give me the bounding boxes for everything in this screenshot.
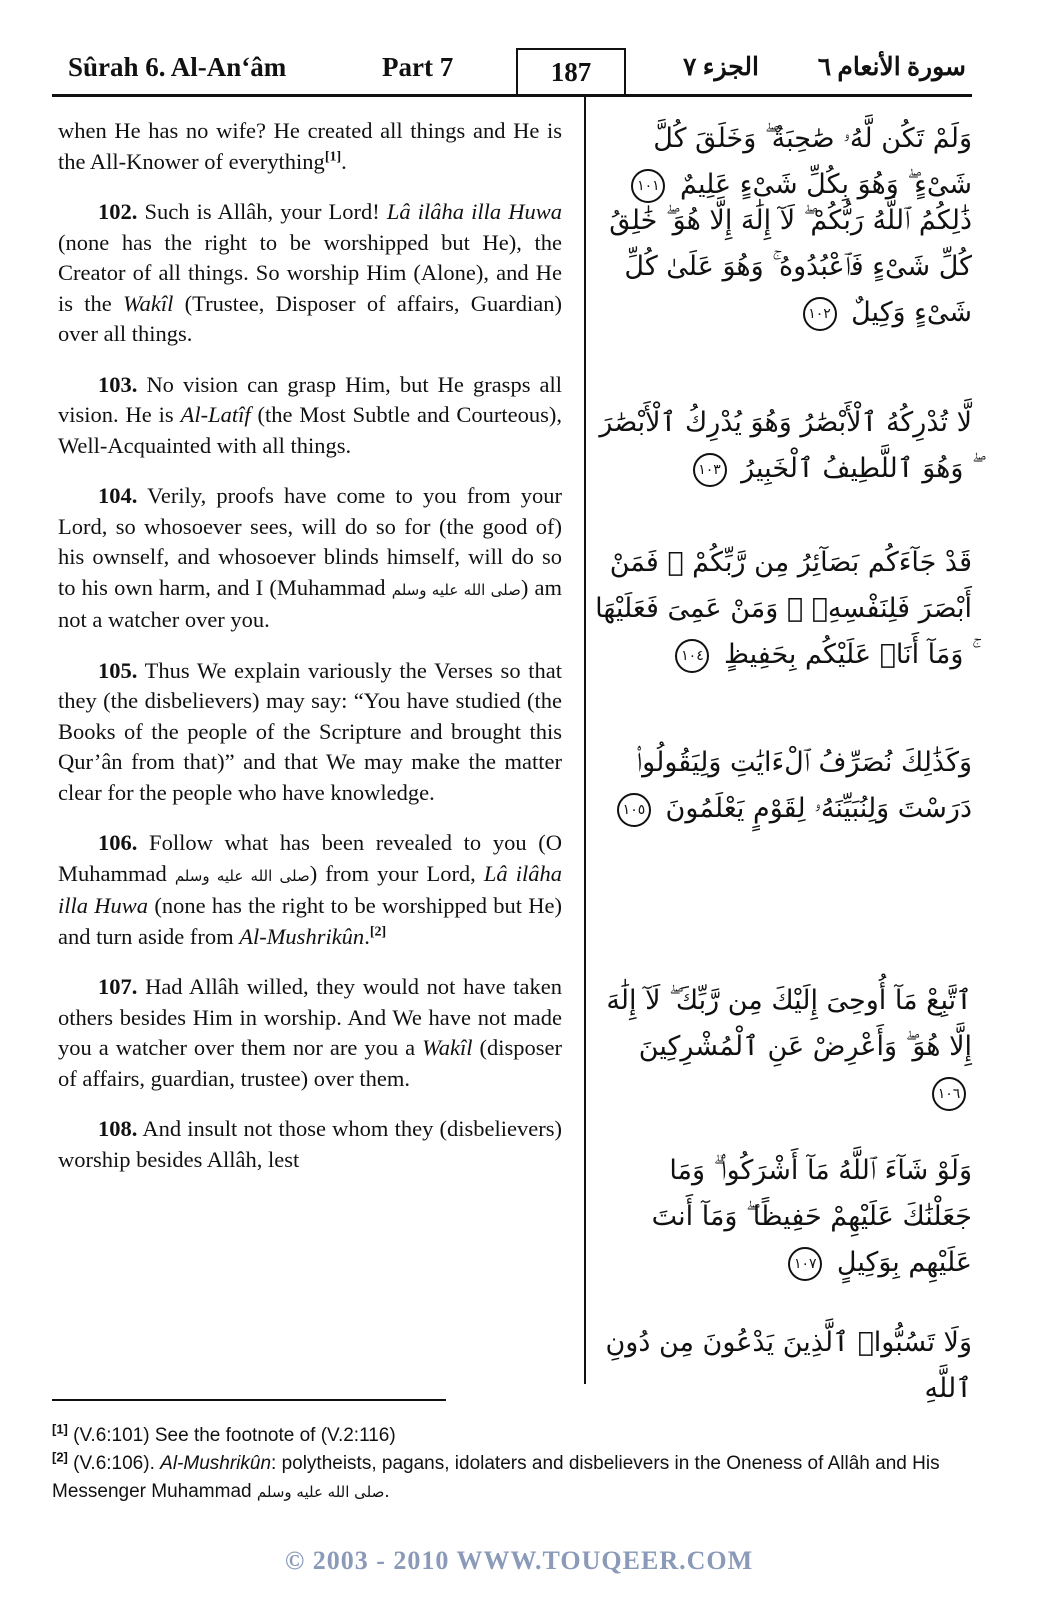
arabic-verse-text: وَلَا تَسُبُّوا۟ ٱلَّذِينَ يَدْعُونَ مِن دُونِ ٱللَّهِ xyxy=(605,1327,972,1404)
text-run: (V.6:106). xyxy=(67,1453,161,1474)
text-run: when He has no wife? He created all things and He is the All-Knower of everything xyxy=(58,118,562,174)
text-run: ) am not a watcher over you. xyxy=(58,574,563,632)
italic-term: Wakîl xyxy=(422,1035,473,1060)
verse-translation xyxy=(58,656,562,809)
arabic-verse-text: لَّا تُدْرِكُهُ ٱلْأَبْصَٰرُ وَهُوَ يُدْرِكُ ٱلْأَبْصَٰرَ ۖ وَهُوَ ٱللَّطِيفُ ٱلْخَبِيرُ xyxy=(599,407,972,484)
text-run: (none has the right to be worshipped but He) and turn aside from xyxy=(58,893,562,949)
verse-number: 107. xyxy=(98,974,138,999)
footnote xyxy=(52,1450,952,1506)
arabic-verse-text: ٱتَّبِعْ مَآ أُوحِىَ إِلَيْكَ مِن رَّبِّكَ ۖ لَآ إِلَٰهَ إِلَّا هُوَ ۖ وَأَعْرِضْ عَنِ ٱلْمُشْرِكِينَ xyxy=(606,985,972,1062)
english-translation-column xyxy=(58,116,562,1195)
footnote xyxy=(52,1422,952,1450)
page-header xyxy=(52,48,972,97)
italic-term: Al-Latîf xyxy=(180,402,251,427)
ayah-end-marker: ١٠٦ xyxy=(932,1077,966,1111)
text-run: : polytheists, pagans, idolaters and disbelievers in the Oneness of Allâh and His Messenger Muhammad xyxy=(52,1453,940,1502)
verse-arabic xyxy=(594,1320,972,1412)
footnotes xyxy=(52,1422,952,1506)
text-run: And insult not those whom they (disbelievers) worship besides Allâh, lest xyxy=(58,1116,562,1172)
text-run: Follow what has been revealed to you (O Muhammad xyxy=(58,830,562,886)
copyright-notice: © 2003 - 2010 WWW.TOUQEER.COM xyxy=(284,1546,754,1575)
text-run: (disposer of affairs, guardian, trustee) over them. xyxy=(58,1035,562,1091)
page-number: 187 xyxy=(516,48,626,94)
footnote-ref: [1] xyxy=(324,149,342,164)
text-run: . xyxy=(364,923,370,949)
verse-number: 106. xyxy=(98,830,138,855)
verse-translation xyxy=(58,197,562,350)
arabic-verse-text: وَلَمْ تَكُن لَّهُۥ صَٰحِبَةٌ ۖ وَخَلَقَ كُلَّ شَىْءٍ ۖ وَهُوَ بِكُلِّ شَىْءٍ عَلِيمٌ xyxy=(653,123,972,200)
footnote-ref: [2] xyxy=(52,1449,68,1465)
verse-number: 104. xyxy=(98,483,138,508)
ayah-end-marker: ١٠٣ xyxy=(693,453,727,487)
column-divider xyxy=(584,94,586,1384)
surah-title-en: Sûrah 6. Al-An‘âm xyxy=(68,52,287,82)
italic-term: Lâ ilâha illa Huwa xyxy=(58,860,563,918)
surah-title-ar: سورة الأنعام ٦ xyxy=(817,54,966,81)
ayah-end-marker: ١٠٧ xyxy=(788,1247,822,1281)
arabic-verse-text: ذَٰلِكُمُ ٱللَّهُ رَبُّكُمْ ۖ لَآ إِلَٰهَ إِلَّا هُوَ ۖ خَٰلِقُ كُلِّ شَىْءٍ فَٱعْبُدُوهُ ۚ وَهُوَ عَلَىٰ كُلِّ شَىْءٍ وَكِيلٌ xyxy=(609,205,972,328)
arabic-verse-text: قَدْ جَآءَكُم بَصَآئِرُ مِن رَّبِّكُمْ ۖ فَمَنْ أَبْصَرَ فَلِنَفْسِهِۦ ۖ وَمَنْ عَمِىَ فَعَلَيْهَا ۚ وَمَآ أَنَا۠ عَلَيْكُم بِحَفِيظٍ xyxy=(595,547,972,670)
verse-arabic xyxy=(594,198,972,336)
ayah-end-marker: ١٠١ xyxy=(631,169,665,203)
verse-number: 105. xyxy=(98,657,138,683)
text-run: Verily, proofs have come to you from your Lord, so whosoever sees, will do so for (the good of) his ownself, and whosoever blinds himself, will do so to his own harm, and I (Muhammad xyxy=(58,483,562,600)
salutation-ar: صلى الله عليه وسلم xyxy=(174,866,310,885)
verse-number: 108. xyxy=(98,1116,138,1141)
ayah-end-marker: ١٠٤ xyxy=(675,639,709,673)
italic-term: Lâ ilâha illa Huwa xyxy=(386,199,562,224)
verse-translation xyxy=(58,1114,562,1175)
footnote-ref: [1] xyxy=(52,1421,68,1437)
verse-translation xyxy=(58,370,562,462)
text-run: (V.6:101) See the footnote of (V.2:116) xyxy=(67,1425,396,1446)
juz-label-ar: الجزء ٧ xyxy=(683,54,759,81)
arabic-verse-text: وَكَذَٰلِكَ نُصَرِّفُ ٱلْءَايَٰتِ وَلِيَقُولُوا۟ دَرَسْتَ وَلِنُبَيِّنَهُۥ لِقَوْمٍ يَعْلَمُونَ xyxy=(635,747,972,824)
verse-number: 103. xyxy=(98,371,138,397)
part-label-en: Part 7 xyxy=(382,52,454,82)
text-run: ) from your Lord, xyxy=(309,860,484,886)
text-run: Thus We explain variously the Verses so that they (the disbelievers) may say: “You have studied (the Books of the people of the Scripture and brought this Qur’ân from that)” and that We may make the matter clear for the people who have knowledge. xyxy=(58,657,562,805)
verse-arabic xyxy=(594,740,972,832)
text-run: . xyxy=(341,148,347,174)
text-run: (none has the right to be worshipped but He), the Creator of all things. So worship Him (Alone), and He is the xyxy=(58,229,562,316)
arabic-verse-text: وَلَوْ شَآءَ ٱللَّهُ مَآ أَشْرَكُوا۟ ۗ وَمَا جَعَلْنَٰكَ عَلَيْهِمْ حَفِيظًا ۖ وَمَآ أَنتَ عَلَيْهِم بِوَكِيلٍ xyxy=(651,1155,972,1278)
text-run: No vision can grasp Him, but He grasps all vision. He is xyxy=(58,371,562,427)
verse-number: 102. xyxy=(98,199,138,224)
text-run: . xyxy=(384,1481,390,1502)
italic-term: Al-Mushrikûn xyxy=(160,1453,272,1474)
verse-arabic xyxy=(594,116,972,208)
text-run: (Trustee, Disposer of affairs, Guardian) over all things. xyxy=(58,290,562,346)
verse-arabic xyxy=(594,400,972,492)
verse-arabic xyxy=(594,978,972,1116)
verse-arabic xyxy=(594,540,972,678)
salutation-ar: صلى الله عليه وسلم xyxy=(256,1483,385,1501)
italic-term: Wakîl xyxy=(122,290,174,316)
text-run: Had Allâh willed, they would not have taken others besides Him in worship. And We have not made you a watcher over them nor are you a xyxy=(58,974,562,1060)
ayah-end-marker: ١٠٥ xyxy=(617,793,651,827)
verse-translation xyxy=(58,828,562,952)
text-run: Such is Allâh, your Lord! xyxy=(137,199,387,224)
verse-translation xyxy=(58,481,562,636)
text-run: (the Most Subtle and Courteous), Well-Acquainted with all things. xyxy=(58,402,562,458)
italic-term: Al-Mushrikûn xyxy=(239,923,365,949)
verse-translation xyxy=(58,116,562,177)
verse-arabic xyxy=(594,1148,972,1286)
footnote-rule xyxy=(52,1399,446,1401)
salutation-ar: صلى الله عليه وسلم xyxy=(391,580,521,599)
verse-translation xyxy=(58,972,562,1094)
footnote-ref: [2] xyxy=(369,924,387,939)
ayah-end-marker: ١٠٢ xyxy=(803,297,837,331)
